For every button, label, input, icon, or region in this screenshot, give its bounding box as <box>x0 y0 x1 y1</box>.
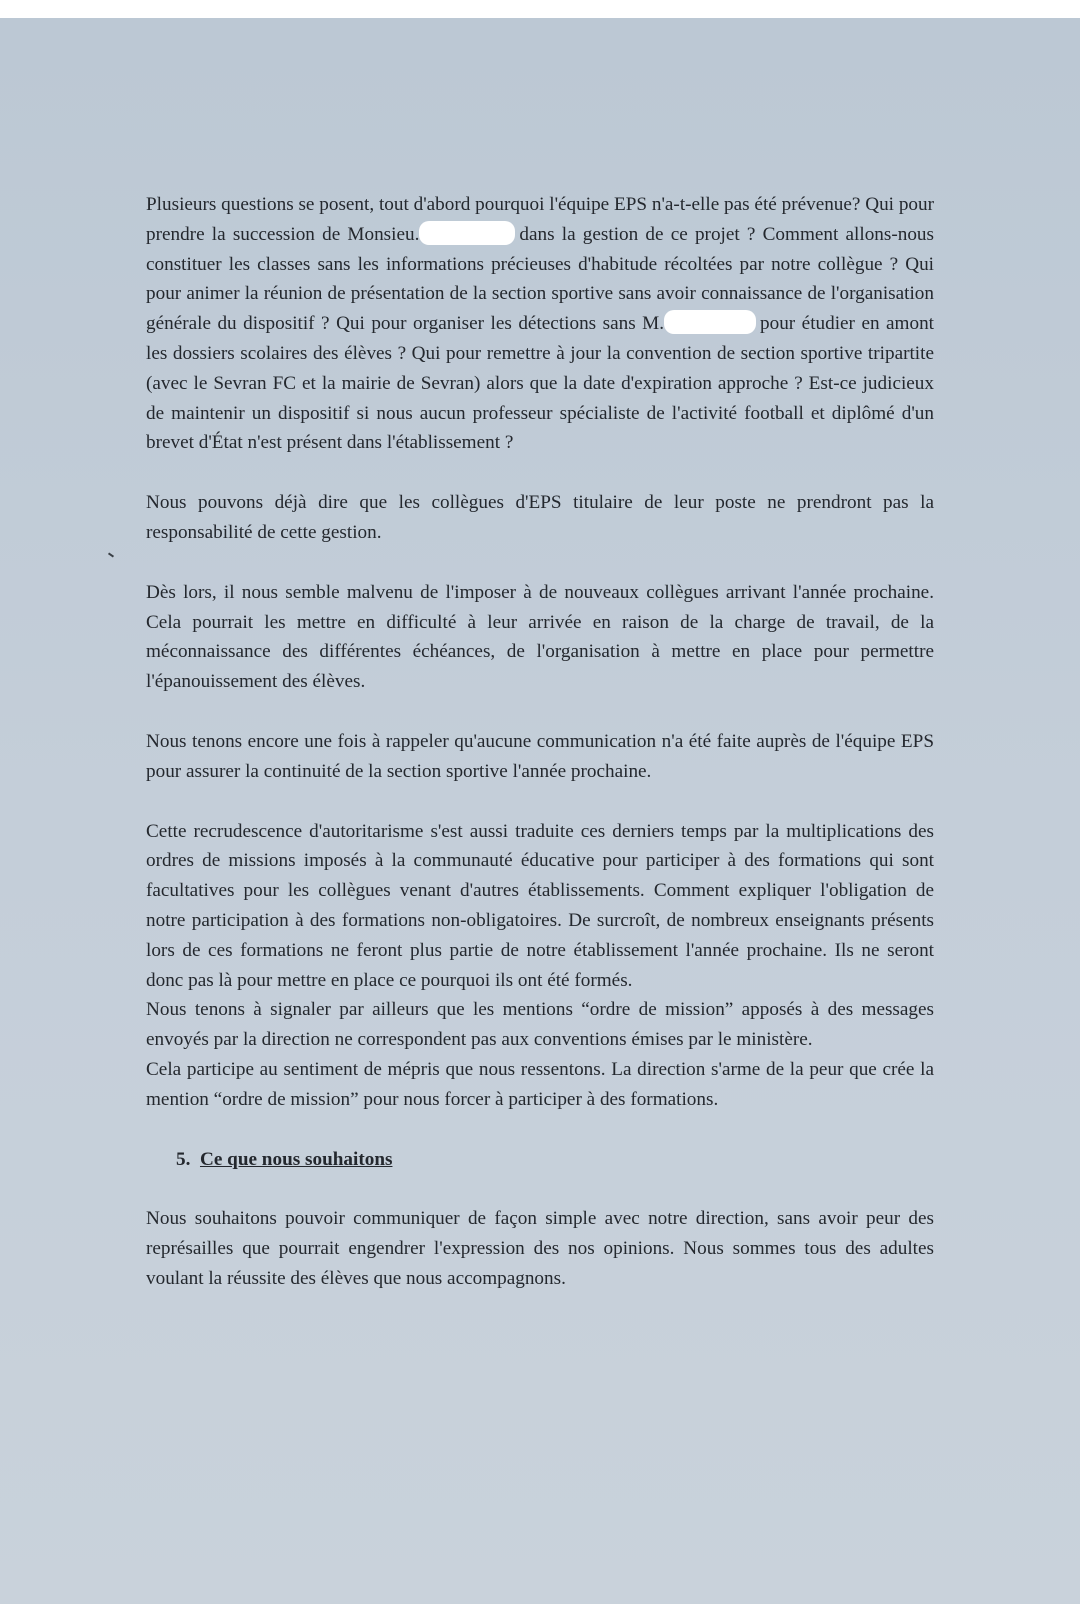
paragraph-autoritarisme: Cette recrudescence d'autoritarisme s'est aussi traduite ces derniers temps par la multiplications des ordres de missions imposés à la communauté éducative pour participer à des formations qui sont facultatives pour les collègues venant d'autres établissements. Comment expliquer l'obligation de notre participation à des formations non-obligatoires. De surcroît, de nombreux enseignants présents lors de ces formations ne feront plus partie de notre établissement l'année prochaine. Ils ne seront donc pas là pour mettre en place ce pourquoi ils ont été formés. <box>146 820 934 991</box>
paragraph-souhaits: Nous souhaitons pouvoir communiquer de façon simple avec notre direction, sans avoir peur des représailles que pourrait engendrer l'expression des nos opinions. Nous sommes tous des adultes voulant la réussite des élèves que nous accompagnons. <box>146 1208 934 1289</box>
paragraph-ordre-de-mission: Nous tenons à signaler par ailleurs que les mentions “ordre de mission” apposés à des messages envoyés par la direction ne correspondent pas aux conventions émises par le ministère. <box>146 999 934 1051</box>
paragraph-mepris: Cela participe au sentiment de mépris que nous ressentons. La direction s'arme de la peur que crée la mention “ordre de mission” pour nous forcer à participer à des formations. <box>146 1058 934 1110</box>
section-heading <box>176 1145 934 1175</box>
paragraph-text: dans la gestion de ce projet ? Comment allons-nous constituer les classes sans les informations précieuses d'habitude récoltées par notre collègue ? Qui pour animer la réunion de présentation de la section sportive sans avoir connaissance de l'organisation générale du dispositif ? Qui pour organiser les détections sans M. <box>146 223 934 335</box>
stray-pen-mark <box>108 552 114 557</box>
paragraph-communication: Nous tenons encore une fois à rappeler qu'aucune communication n'a été faite auprès de l'équipe EPS pour assurer la continuité de la section sportive l'année prochaine. <box>146 730 934 782</box>
paragraph-text: Plusieurs questions se posent, tout d'abord pourquoi l'équipe EPS n'a-t-elle pas été prévenue? Qui pour prendre la succession de Monsieu. <box>146 194 934 245</box>
section-number: 5. <box>176 1148 191 1170</box>
document-body <box>146 190 934 1294</box>
scanned-page <box>0 18 1080 1604</box>
paragraph-nouveaux-collegues: Dès lors, il nous semble malvenu de l'imposer à de nouveaux collègues arrivant l'année prochaine. Cela pourrait les mettre en difficulté à leur arrivée en raison de la charge de travail, de la méconnaissance des différentes échéances, de l'organisation à mettre en place pour permettre l'épanouissement des élèves. <box>146 581 934 693</box>
paragraph-titulaires: Nous pouvons déjà dire que les collègues d'EPS titulaire de leur poste ne prendront pas la responsabilité de cette gestion. <box>146 492 934 543</box>
paragraph-questions <box>146 190 934 458</box>
redaction-mark <box>664 310 756 334</box>
section-title: Ce que nous souhaitons <box>199 1148 393 1170</box>
paragraph-text: pour étudier en amont les dossiers scolaires des élèves ? Qui pour remettre à jour la convention de section sportive tripartite (avec le Sevran FC et la mairie de Sevran) alors que la date d'expiration approche ? Est-ce judicieux de maintenir un dispositif si nous aucun professeur spécialiste de l'activité football et diplômé d'un brevet d'État n'est présent dans l'établissement ? <box>146 313 934 454</box>
redaction-mark <box>419 221 515 245</box>
